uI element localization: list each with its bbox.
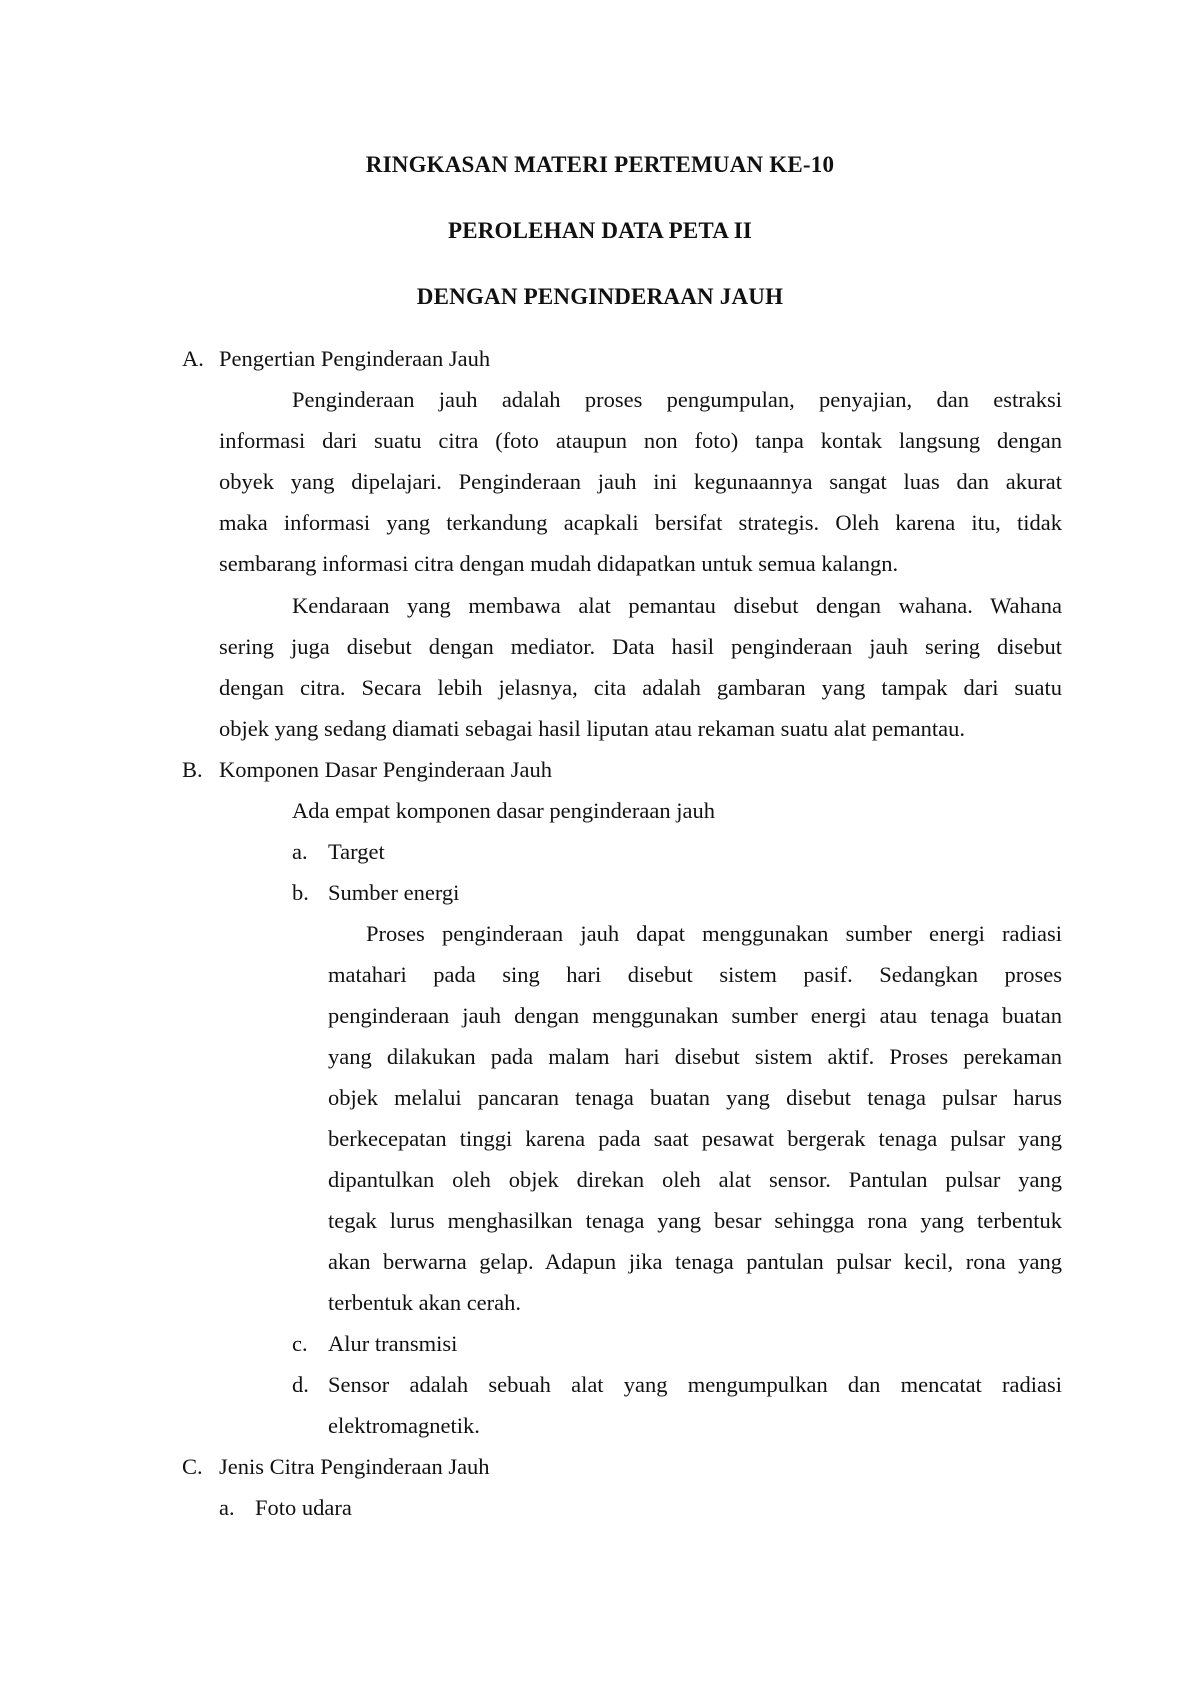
section-b-marker: B.	[182, 757, 203, 782]
sumber-energi-para-line: penginderaan jauh dengan menggunakan sumber energi atau tenaga buatan	[328, 1003, 1062, 1028]
list-item-marker: c.	[292, 1331, 308, 1356]
sumber-energi-para-line: dipantulkan oleh objek direkan oleh alat sensor. Pantulan pulsar yang	[328, 1167, 1062, 1192]
list-item-sensor-line: elektromagnetik.	[328, 1413, 480, 1438]
list-item-foto-udara: Foto udara	[255, 1495, 352, 1520]
section-a-para1-line: Penginderaan jauh adalah proses pengumpulan, penyajian, dan estraksi	[292, 387, 1062, 412]
section-a-heading: Pengertian Penginderaan Jauh	[219, 346, 491, 371]
sumber-energi-para-line: matahari pada sing hari disebut sistem pasif. Sedangkan proses	[328, 962, 1062, 987]
list-item-marker: b.	[292, 880, 309, 905]
sumber-energi-para-line: Proses penginderaan jauh dapat menggunakan sumber energi radiasi	[366, 921, 1062, 946]
sumber-energi-para-line: terbentuk akan cerah.	[328, 1290, 522, 1315]
section-b-heading: Komponen Dasar Penginderaan Jauh	[219, 757, 553, 782]
section-a-para2-line: dengan citra. Secara lebih jelasnya, cita adalah gambaran yang tampak dari suatu	[219, 675, 1062, 700]
list-item-marker: a.	[292, 839, 308, 864]
section-a-marker: A.	[182, 346, 204, 371]
document-title-line-3: DENGAN PENGINDERAAN JAUH	[416, 284, 784, 309]
list-item-marker: a.	[219, 1495, 235, 1520]
document-title-line-2: PEROLEHAN DATA PETA II	[447, 218, 753, 243]
sumber-energi-para-line: yang dilakukan pada malam hari disebut sistem aktif. Proses perekaman	[328, 1044, 1062, 1069]
list-item-sensor-line: Sensor adalah sebuah alat yang mengumpulkan dan mencatat radiasi	[328, 1372, 1062, 1397]
section-a-para1-line: sembarang informasi citra dengan mudah didapatkan untuk semua kalangn.	[219, 551, 899, 576]
sumber-energi-para-line: berkecepatan tinggi karena pada saat pesawat bergerak tenaga pulsar yang	[328, 1126, 1062, 1151]
document-title-line-1: RINGKASAN MATERI PERTEMUAN KE-10	[365, 152, 835, 177]
sumber-energi-para-line: tegak lurus menghasilkan tenaga yang besar sehingga rona yang terbentuk	[328, 1208, 1062, 1233]
section-c-marker: C.	[182, 1454, 203, 1479]
section-a-para2-line: Kendaraan yang membawa alat pemantau disebut dengan wahana. Wahana	[292, 593, 1062, 618]
sumber-energi-para-line: akan berwarna gelap. Adapun jika tenaga pantulan pulsar kecil, rona yang	[328, 1249, 1062, 1274]
sumber-energi-para-line: objek melalui pancaran tenaga buatan yang disebut tenaga pulsar harus	[328, 1085, 1062, 1110]
list-item-marker: d.	[292, 1372, 309, 1397]
list-item-target: Target	[328, 839, 385, 864]
list-item-sumber-energi: Sumber energi	[328, 880, 460, 905]
section-c-heading: Jenis Citra Penginderaan Jauh	[219, 1454, 490, 1479]
list-item-alur-transmisi: Alur transmisi	[328, 1331, 458, 1356]
section-b-intro: Ada empat komponen dasar penginderaan jauh	[292, 798, 715, 823]
section-a-para1-line: informasi dari suatu citra (foto ataupun non foto) tanpa kontak langsung dengan	[219, 428, 1062, 453]
section-a-para1-line: maka informasi yang terkandung acapkali bersifat strategis. Oleh karena itu, tidak	[219, 510, 1062, 535]
section-a-para2-line: objek yang sedang diamati sebagai hasil liputan atau rekaman suatu alat pemantau.	[219, 716, 965, 741]
section-a-para2-line: sering juga disebut dengan mediator. Data hasil penginderaan jauh sering disebut	[219, 634, 1062, 659]
section-a-para1-line: obyek yang dipelajari. Penginderaan jauh ini kegunaannya sangat luas dan akurat	[219, 469, 1062, 494]
